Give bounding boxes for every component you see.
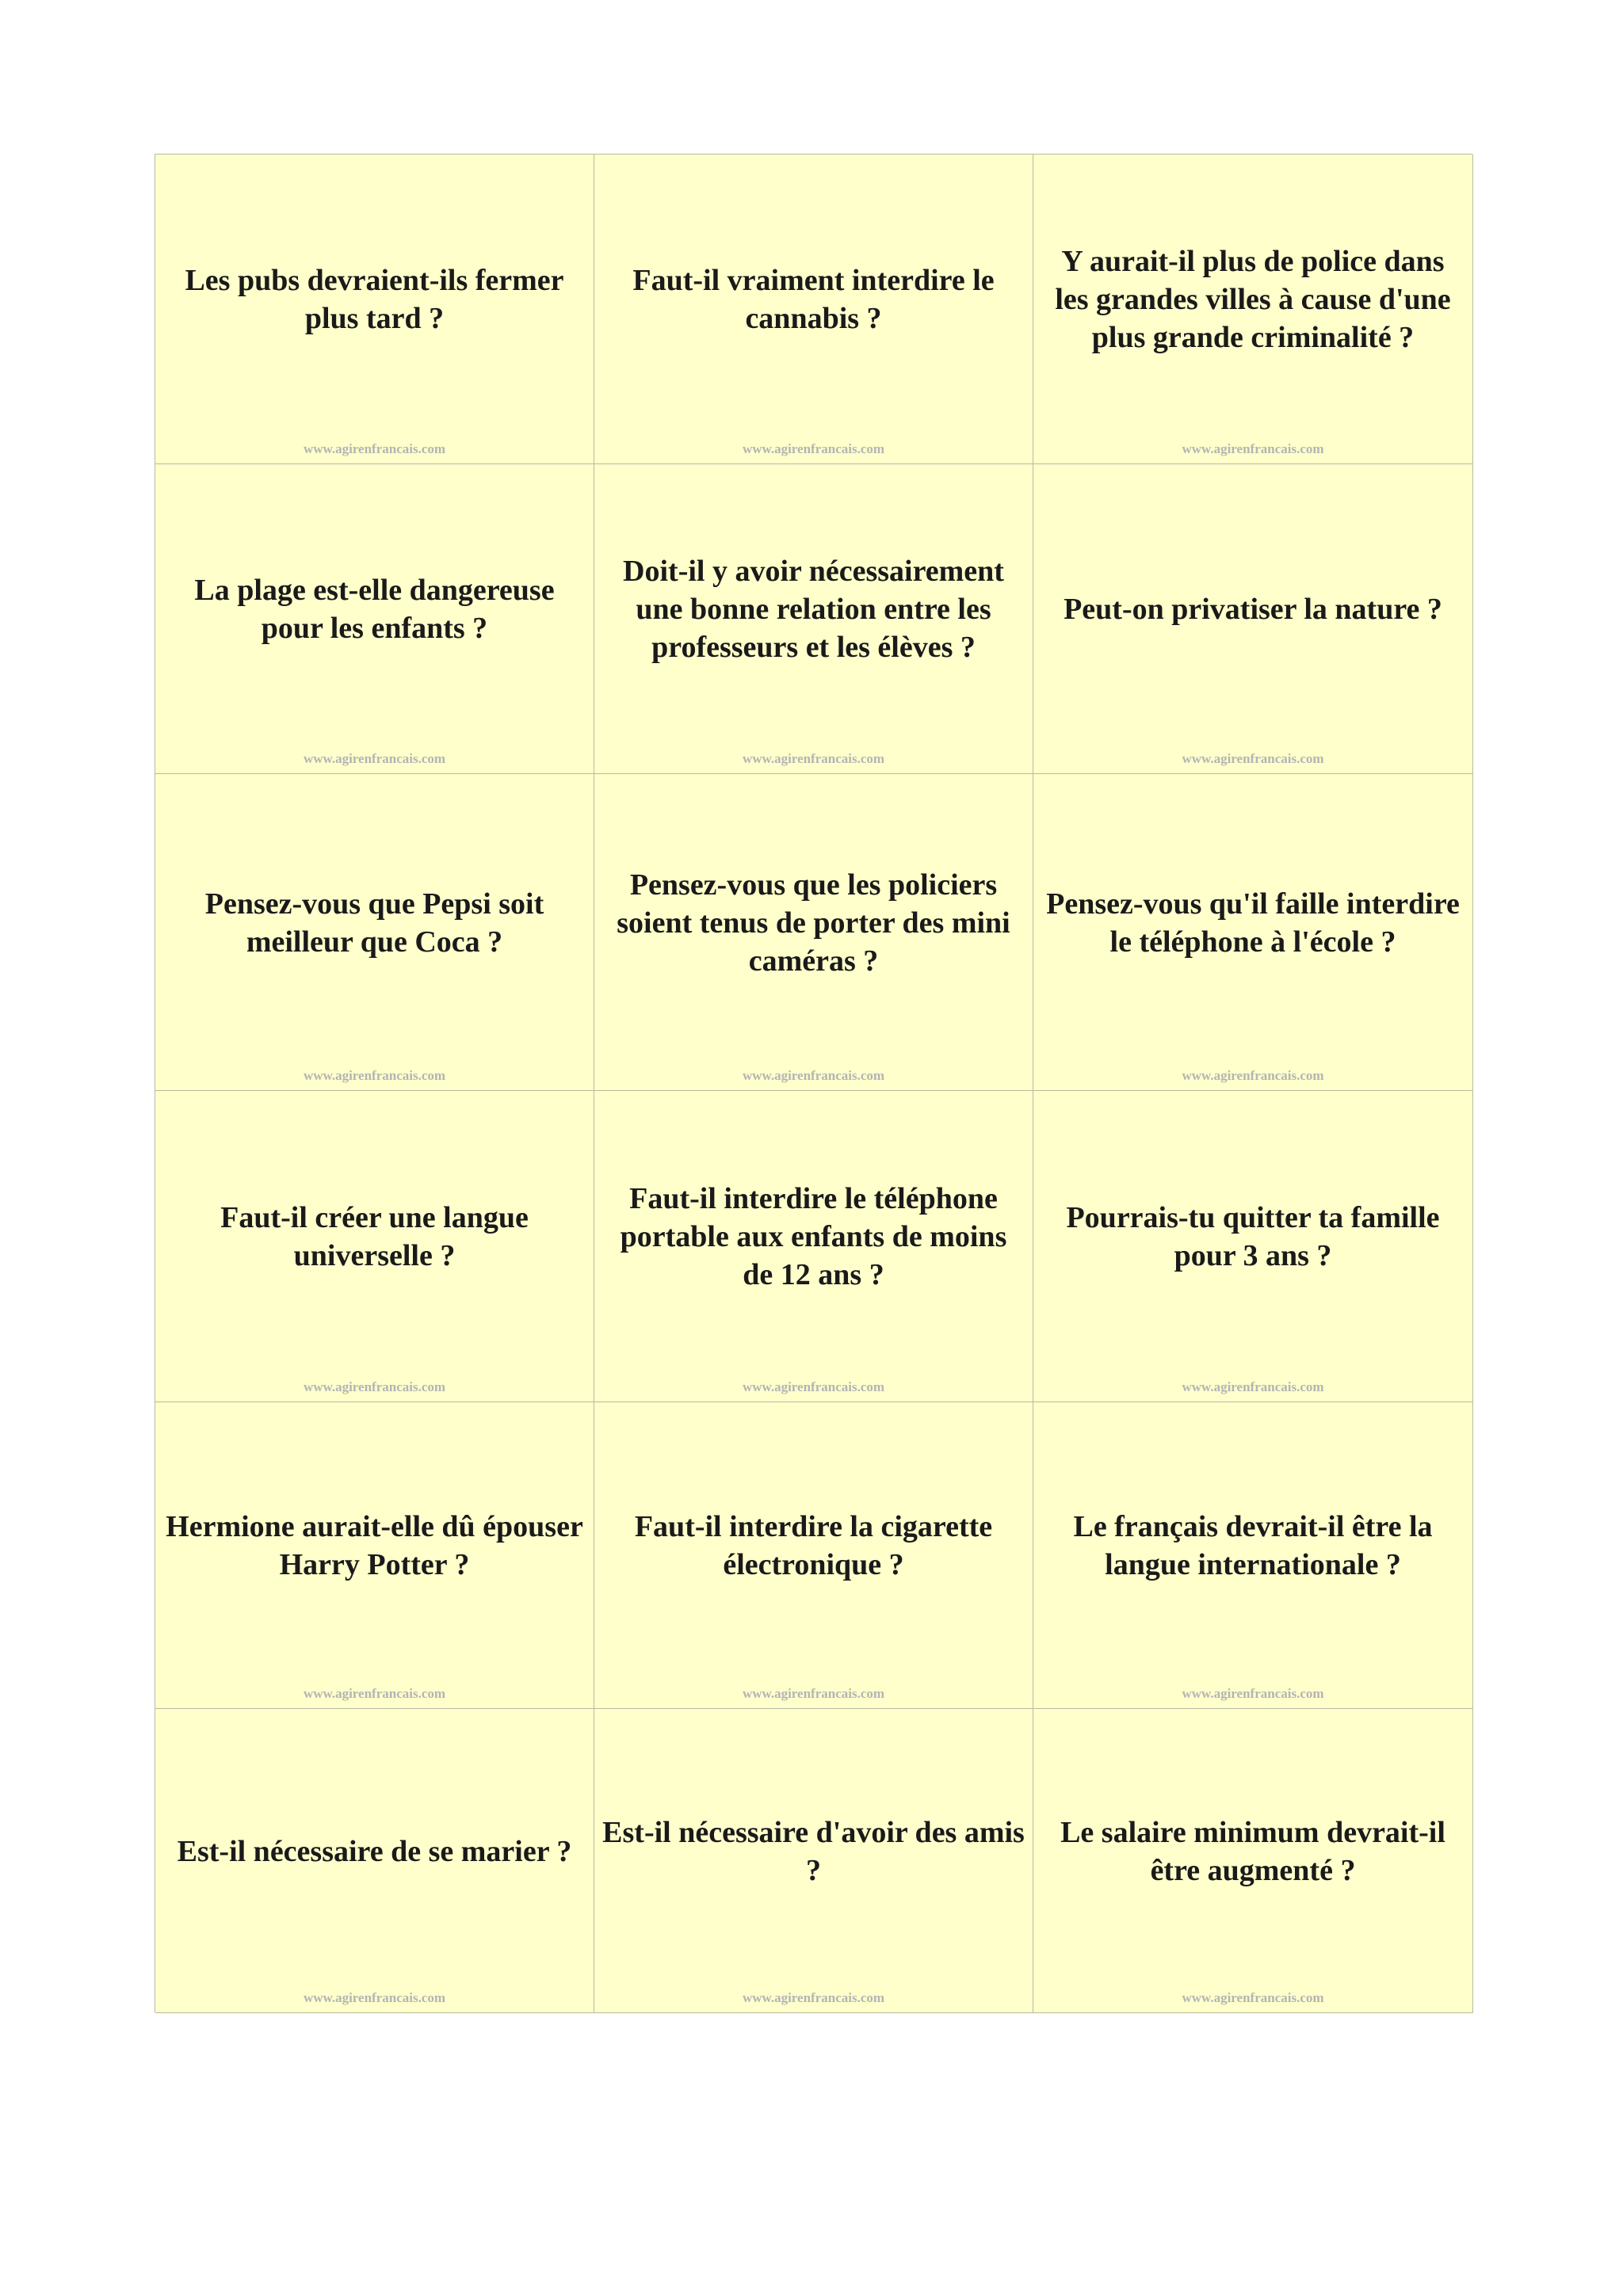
card-question: Pensez-vous qu'il faille interdire le téléphone à l'école ?: [1046, 887, 1460, 959]
card-question: Est-il nécessaire de se marier ?: [177, 1834, 572, 1868]
card-watermark: www.agirenfrancais.com: [742, 1379, 885, 1394]
question-card: [155, 464, 594, 774]
question-card: [155, 1091, 594, 1402]
question-card: [594, 154, 1033, 464]
card-watermark: www.agirenfrancais.com: [303, 1990, 446, 2005]
question-card: [594, 774, 1033, 1091]
question-card: [155, 1709, 594, 2013]
question-card: [1033, 1709, 1473, 2013]
card-grid: [155, 154, 1472, 2012]
card-watermark: www.agirenfrancais.com: [742, 1068, 885, 1083]
question-card: [1033, 154, 1473, 464]
card-watermark: www.agirenfrancais.com: [742, 1990, 885, 2005]
question-card: [155, 774, 594, 1091]
card-question: Le français devrait-il être la langue internationale ?: [1073, 1510, 1433, 1581]
card-watermark: www.agirenfrancais.com: [1182, 441, 1324, 456]
card-question: Faut-il créer une langue universelle ?: [220, 1201, 529, 1272]
card-watermark: www.agirenfrancais.com: [1182, 1068, 1324, 1083]
question-card: [155, 1402, 594, 1709]
card-question: Peut-on privatiser la nature ?: [1064, 593, 1442, 626]
card-watermark: www.agirenfrancais.com: [1182, 1379, 1324, 1394]
card-question: Y aurait-il plus de police dans les grandes villes à cause d'une plus grande criminalité ?: [1055, 245, 1451, 354]
question-card: [594, 464, 1033, 774]
question-card: [1033, 464, 1473, 774]
card-watermark: www.agirenfrancais.com: [1182, 1990, 1324, 2005]
card-question: Pourrais-tu quitter ta famille pour 3 ans ?: [1066, 1201, 1440, 1272]
card-watermark: www.agirenfrancais.com: [303, 441, 446, 456]
card-watermark: www.agirenfrancais.com: [303, 1379, 446, 1394]
card-question: Est-il nécessaire d'avoir des amis ?: [602, 1815, 1025, 1887]
card-watermark: www.agirenfrancais.com: [742, 441, 885, 456]
card-watermark: www.agirenfrancais.com: [303, 1068, 446, 1083]
card-watermark: www.agirenfrancais.com: [303, 751, 446, 766]
question-card: [594, 1091, 1033, 1402]
card-question: Les pubs devraient-ils fermer plus tard ?: [185, 264, 564, 335]
question-card: [1033, 1091, 1473, 1402]
card-question: Faut-il interdire la cigarette électronique ?: [634, 1510, 993, 1581]
card-question: Faut-il interdire le téléphone portable aux enfants de moins de 12 ans ?: [620, 1182, 1007, 1291]
card-watermark: www.agirenfrancais.com: [742, 1686, 885, 1701]
card-question: Doit-il y avoir nécessairement une bonne relation entre les professeurs et les élèves ?: [623, 555, 1004, 664]
question-card: [1033, 774, 1473, 1091]
card-watermark: www.agirenfrancais.com: [303, 1686, 446, 1701]
card-watermark: www.agirenfrancais.com: [742, 751, 885, 766]
question-card: [594, 1402, 1033, 1709]
question-card: [155, 154, 594, 464]
card-question: Faut-il vraiment interdire le cannabis ?: [632, 264, 995, 335]
card-watermark: www.agirenfrancais.com: [1182, 1686, 1324, 1701]
card-question: Le salaire minimum devrait-il être augmenté ?: [1060, 1815, 1445, 1887]
card-question: La plage est-elle dangereuse pour les enfants ?: [194, 574, 555, 645]
card-question: Hermione aurait-elle dû épouser Harry Potter ?: [166, 1510, 583, 1581]
question-card: [1033, 1402, 1473, 1709]
card-watermark: www.agirenfrancais.com: [1182, 751, 1324, 766]
question-card: [594, 1709, 1033, 2013]
card-question: Pensez-vous que Pepsi soit meilleur que Coca ?: [204, 887, 544, 959]
card-question: Pensez-vous que les policiers soient tenus de porter des mini caméras ?: [617, 868, 1010, 978]
